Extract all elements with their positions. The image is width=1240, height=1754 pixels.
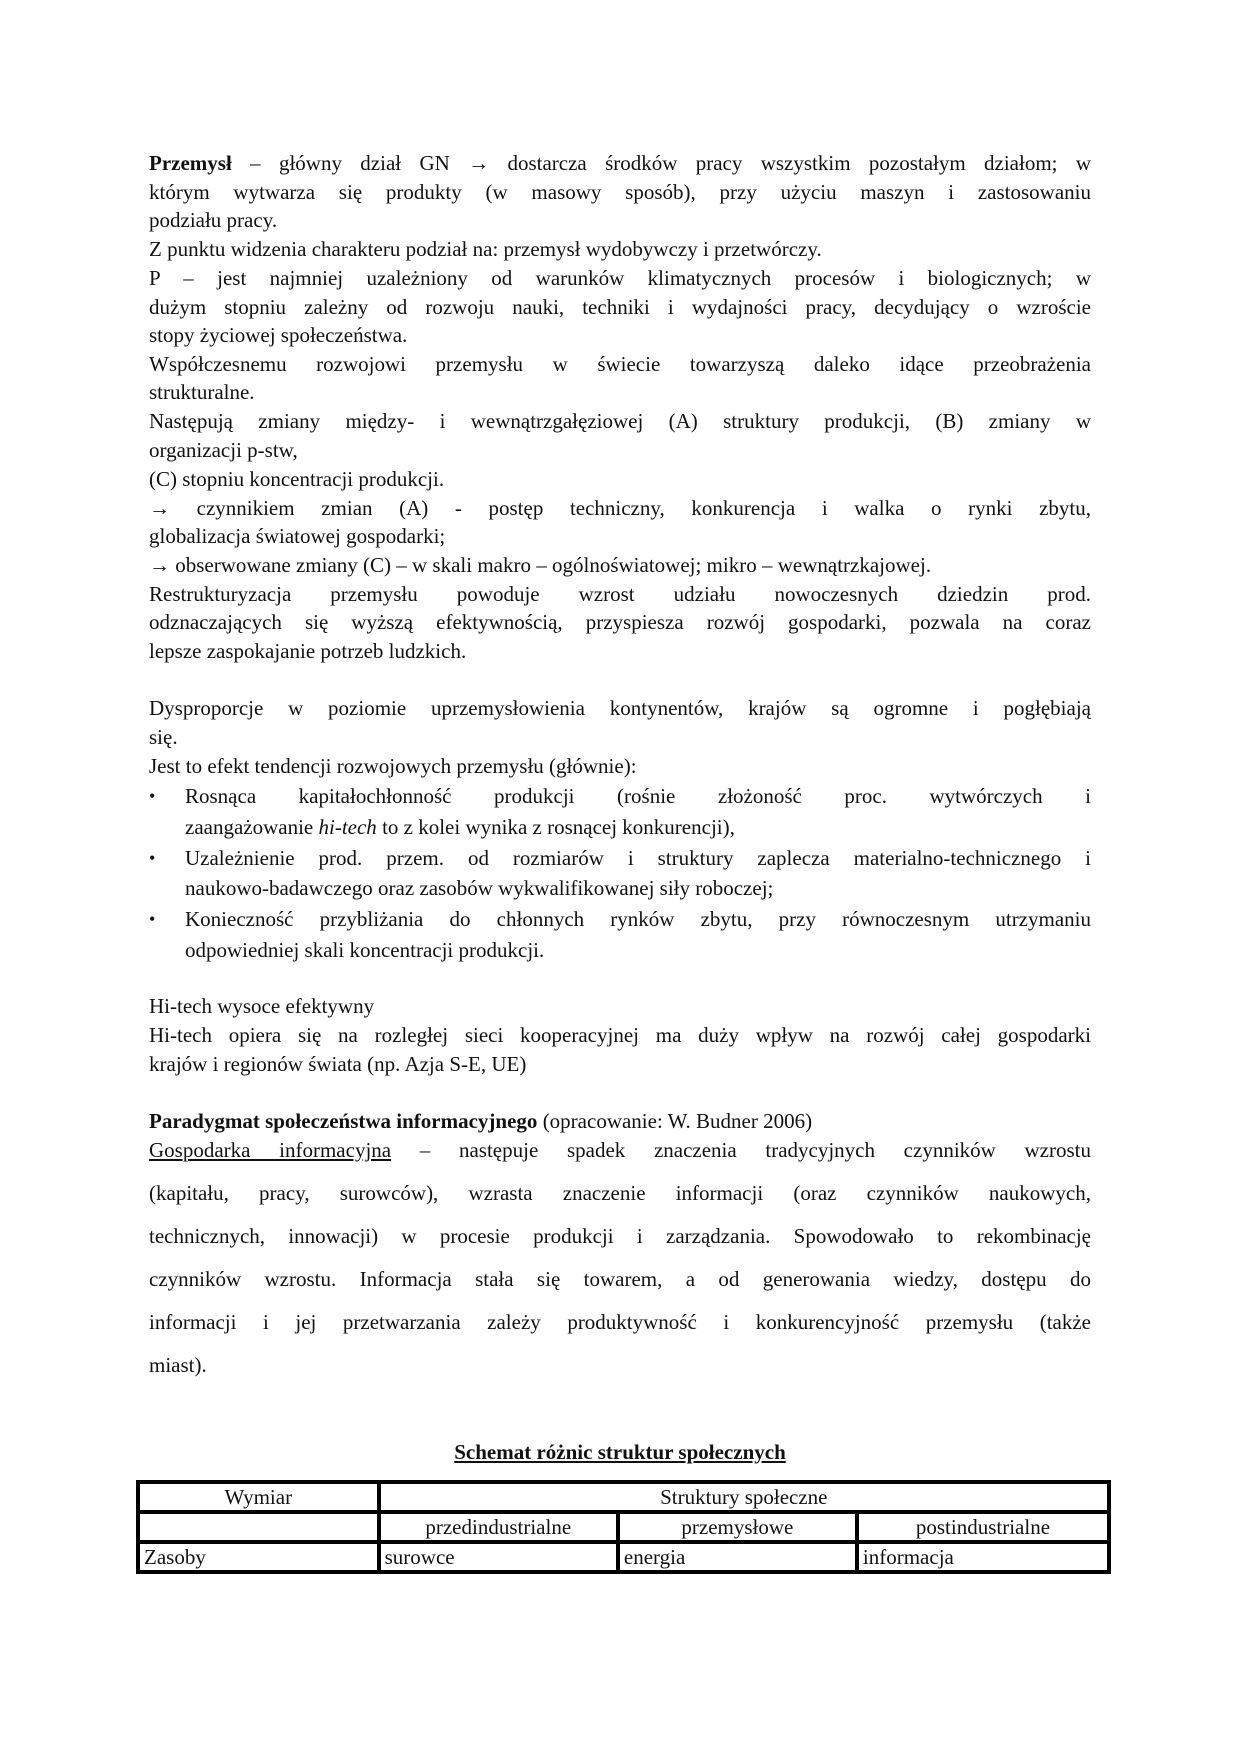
table-cell: surowce [379,1542,618,1572]
text-segment: to z kolei wynika z rosnącej konkurencji), [376,815,735,839]
text-segment: miast). [149,1353,207,1377]
list-item-line [185,874,1091,902]
text-segment: którym wytwarza się produkty (w masowy sposób), przy użyciu maszyn i zastosowaniu [149,180,1091,204]
text-segment: podziału pracy. [149,208,278,232]
paragraph-line [149,522,1091,550]
header-preindustrial: przedindustrialne [379,1512,618,1542]
text-segment: informacji i jej przetwarzania zależy produktywność i konkurencyjność przemysłu (także [149,1310,1091,1334]
text-segment: Uzależnienie prod. przem. od rozmiarów i struktury zaplecza materialno-technicznego i [185,846,1091,870]
list-item-line [185,905,1091,933]
paragraph-line [149,178,1091,206]
text-segment: Hi-tech opiera się na rozległej sieci kooperacyjnej ma duży wpływ na rozwój całej gospodarki [149,1023,1091,1047]
paragraph-line [149,1265,1091,1293]
table-row [138,1542,1109,1572]
text-segment: → czynnikiem zmian (A) - postęp techniczny, konkurencja i walka o rynki zbytu, [149,496,1091,520]
italic-term: hi-tech [318,815,377,839]
paragraph-line [149,206,1091,234]
text-segment: dużym stopniu zależny od rozwoju nauki, techniki i wydajności pracy, decydujący o wzroście [149,295,1091,319]
underlined-term: Gospodarka informacyjna [149,1138,392,1162]
list-item-line [185,936,1091,964]
text-segment: Współczesnemu rozwojowi przemysłu w świecie towarzyszą daleko idące przeobrażenia [149,352,1091,376]
empty-cell [138,1512,379,1542]
header-industrial: przemysłowe [618,1512,857,1542]
paragraph-line [149,694,1091,722]
text-segment: globalizacja światowej gospodarki; [149,524,446,548]
table-title: Schemat różnic struktur społecznych [454,1440,786,1464]
paragraph-line [149,1308,1091,1336]
paragraph-line [149,1107,1091,1135]
text-segment: Hi-tech wysoce efektywny [149,994,375,1018]
paragraph-line [149,350,1091,378]
table-cell: energia [618,1542,857,1572]
header-dimension: Wymiar [138,1482,379,1512]
text-segment: lepsze zaspokajanie potrzeb ludzkich. [149,639,467,663]
paragraph-line [149,1050,1091,1078]
paragraph-line [149,1021,1091,1049]
bullet-icon: • [149,848,156,868]
text-segment: Następują zmiany między- i wewnątrzgałęziowej (A) struktury produkcji, (B) zmiany w [149,409,1091,433]
header-structures: Struktury społeczne [379,1482,1109,1512]
paragraph-line [149,494,1091,522]
text-segment: Rosnąca kapitałochłonność produkcji (rośnie złożoność proc. wytwórczych i [185,784,1091,808]
paragraph-line [149,465,1091,493]
text-segment: – następuje spadek znaczenia tradycyjnych czynników wzrostu [391,1138,1091,1162]
row-label: Zasoby [138,1542,379,1572]
text-segment: (kapitału, pracy, surowców), wzrasta znaczenie informacji (oraz czynników naukowych, [149,1181,1091,1205]
social-structures-table [136,1480,1111,1574]
text-segment: się. [149,725,178,749]
text-segment: technicznych, innowacji) w procesie produkcji i zarządzania. Spowodowało to rekombinację [149,1224,1091,1248]
paragraph-line [149,580,1091,608]
paragraph-line [149,992,1091,1020]
text-segment: (C) stopniu koncentracji produkcji. [149,467,445,491]
paragraph-line [149,235,1091,263]
bold-term: Paradygmat społeczeństwa informacyjnego [149,1109,538,1133]
list-item-line [185,782,1091,810]
text-segment: – główny dział GN → dostarcza środków pracy wszystkim pozostałym działom; w [231,151,1091,175]
text-segment: krajów i regionów świata (np. Azja S-E, UE) [149,1052,527,1076]
paragraph-line [149,1351,1091,1379]
list-item-line [185,844,1091,872]
text-segment: Z punktu widzenia charakteru podział na: przemysł wydobywczy i przetwórczy. [149,237,822,261]
paragraph-line [149,1179,1091,1207]
paragraph-line [149,378,1091,406]
paragraph-line [149,264,1091,292]
text-segment: P – jest najmniej uzależniony od warunków klimatycznych procesów i biologicznych; w [149,266,1091,290]
text-segment: Restrukturyzacja przemysłu powoduje wzrost udziału nowoczesnych dziedzin prod. [149,582,1091,606]
text-segment: czynników wzrostu. Informacja stała się towarem, a od generowania wiedzy, dostępu do [149,1267,1091,1291]
table-subheader-row [138,1512,1109,1542]
text-segment: zaangażowanie [185,815,319,839]
paragraph-line [149,608,1091,636]
table-header-row [138,1482,1109,1512]
paragraph-line [149,1222,1091,1250]
paragraph-line [149,551,1091,579]
header-postindustrial: postindustrialne [857,1512,1109,1542]
paragraph-line [149,752,1091,780]
text-segment: (opracowanie: W. Budner 2006) [537,1109,813,1133]
text-segment: naukowo-badawczego oraz zasobów wykwalifikowanej siły roboczej; [185,876,774,900]
paragraph-line [149,637,1091,665]
text-segment: Konieczność przybliżania do chłonnych rynków zbytu, przy równoczesnym utrzymaniu [185,907,1091,931]
paragraph-line [149,321,1091,349]
paragraph-line [149,293,1091,321]
text-segment: stopy życiowej społeczeństwa. [149,323,408,347]
list-item-line [185,813,1091,841]
bullet-icon: • [149,909,156,929]
text-segment: Jest to efekt tendencji rozwojowych przemysłu (głównie): [149,754,637,778]
paragraph-line [149,407,1091,435]
text-segment: odpowiedniej skali koncentracji produkcji. [185,938,545,962]
paragraph-line [149,723,1091,751]
text-segment: organizacji p-stw, [149,438,298,462]
bullet-icon: • [149,786,156,806]
text-segment: → obserwowane zmiany (C) – w skali makro – ogólnoświatowej; mikro – wewnątrzkajowej. [149,553,932,577]
text-segment: odznaczających się wyższą efektywnością, przyspiesza rozwój gospodarki, pozwala na coraz [149,610,1091,634]
paragraph-line [149,436,1091,464]
paragraph-line [149,1136,1091,1164]
paragraph-line [149,149,1091,177]
table-cell: informacja [857,1542,1109,1572]
text-segment: Dysproporcje w poziomie uprzemysłowienia kontynentów, krajów są ogromne i pogłębiają [149,696,1091,720]
text-segment: strukturalne. [149,380,255,404]
bold-term: Przemysł [149,151,232,175]
